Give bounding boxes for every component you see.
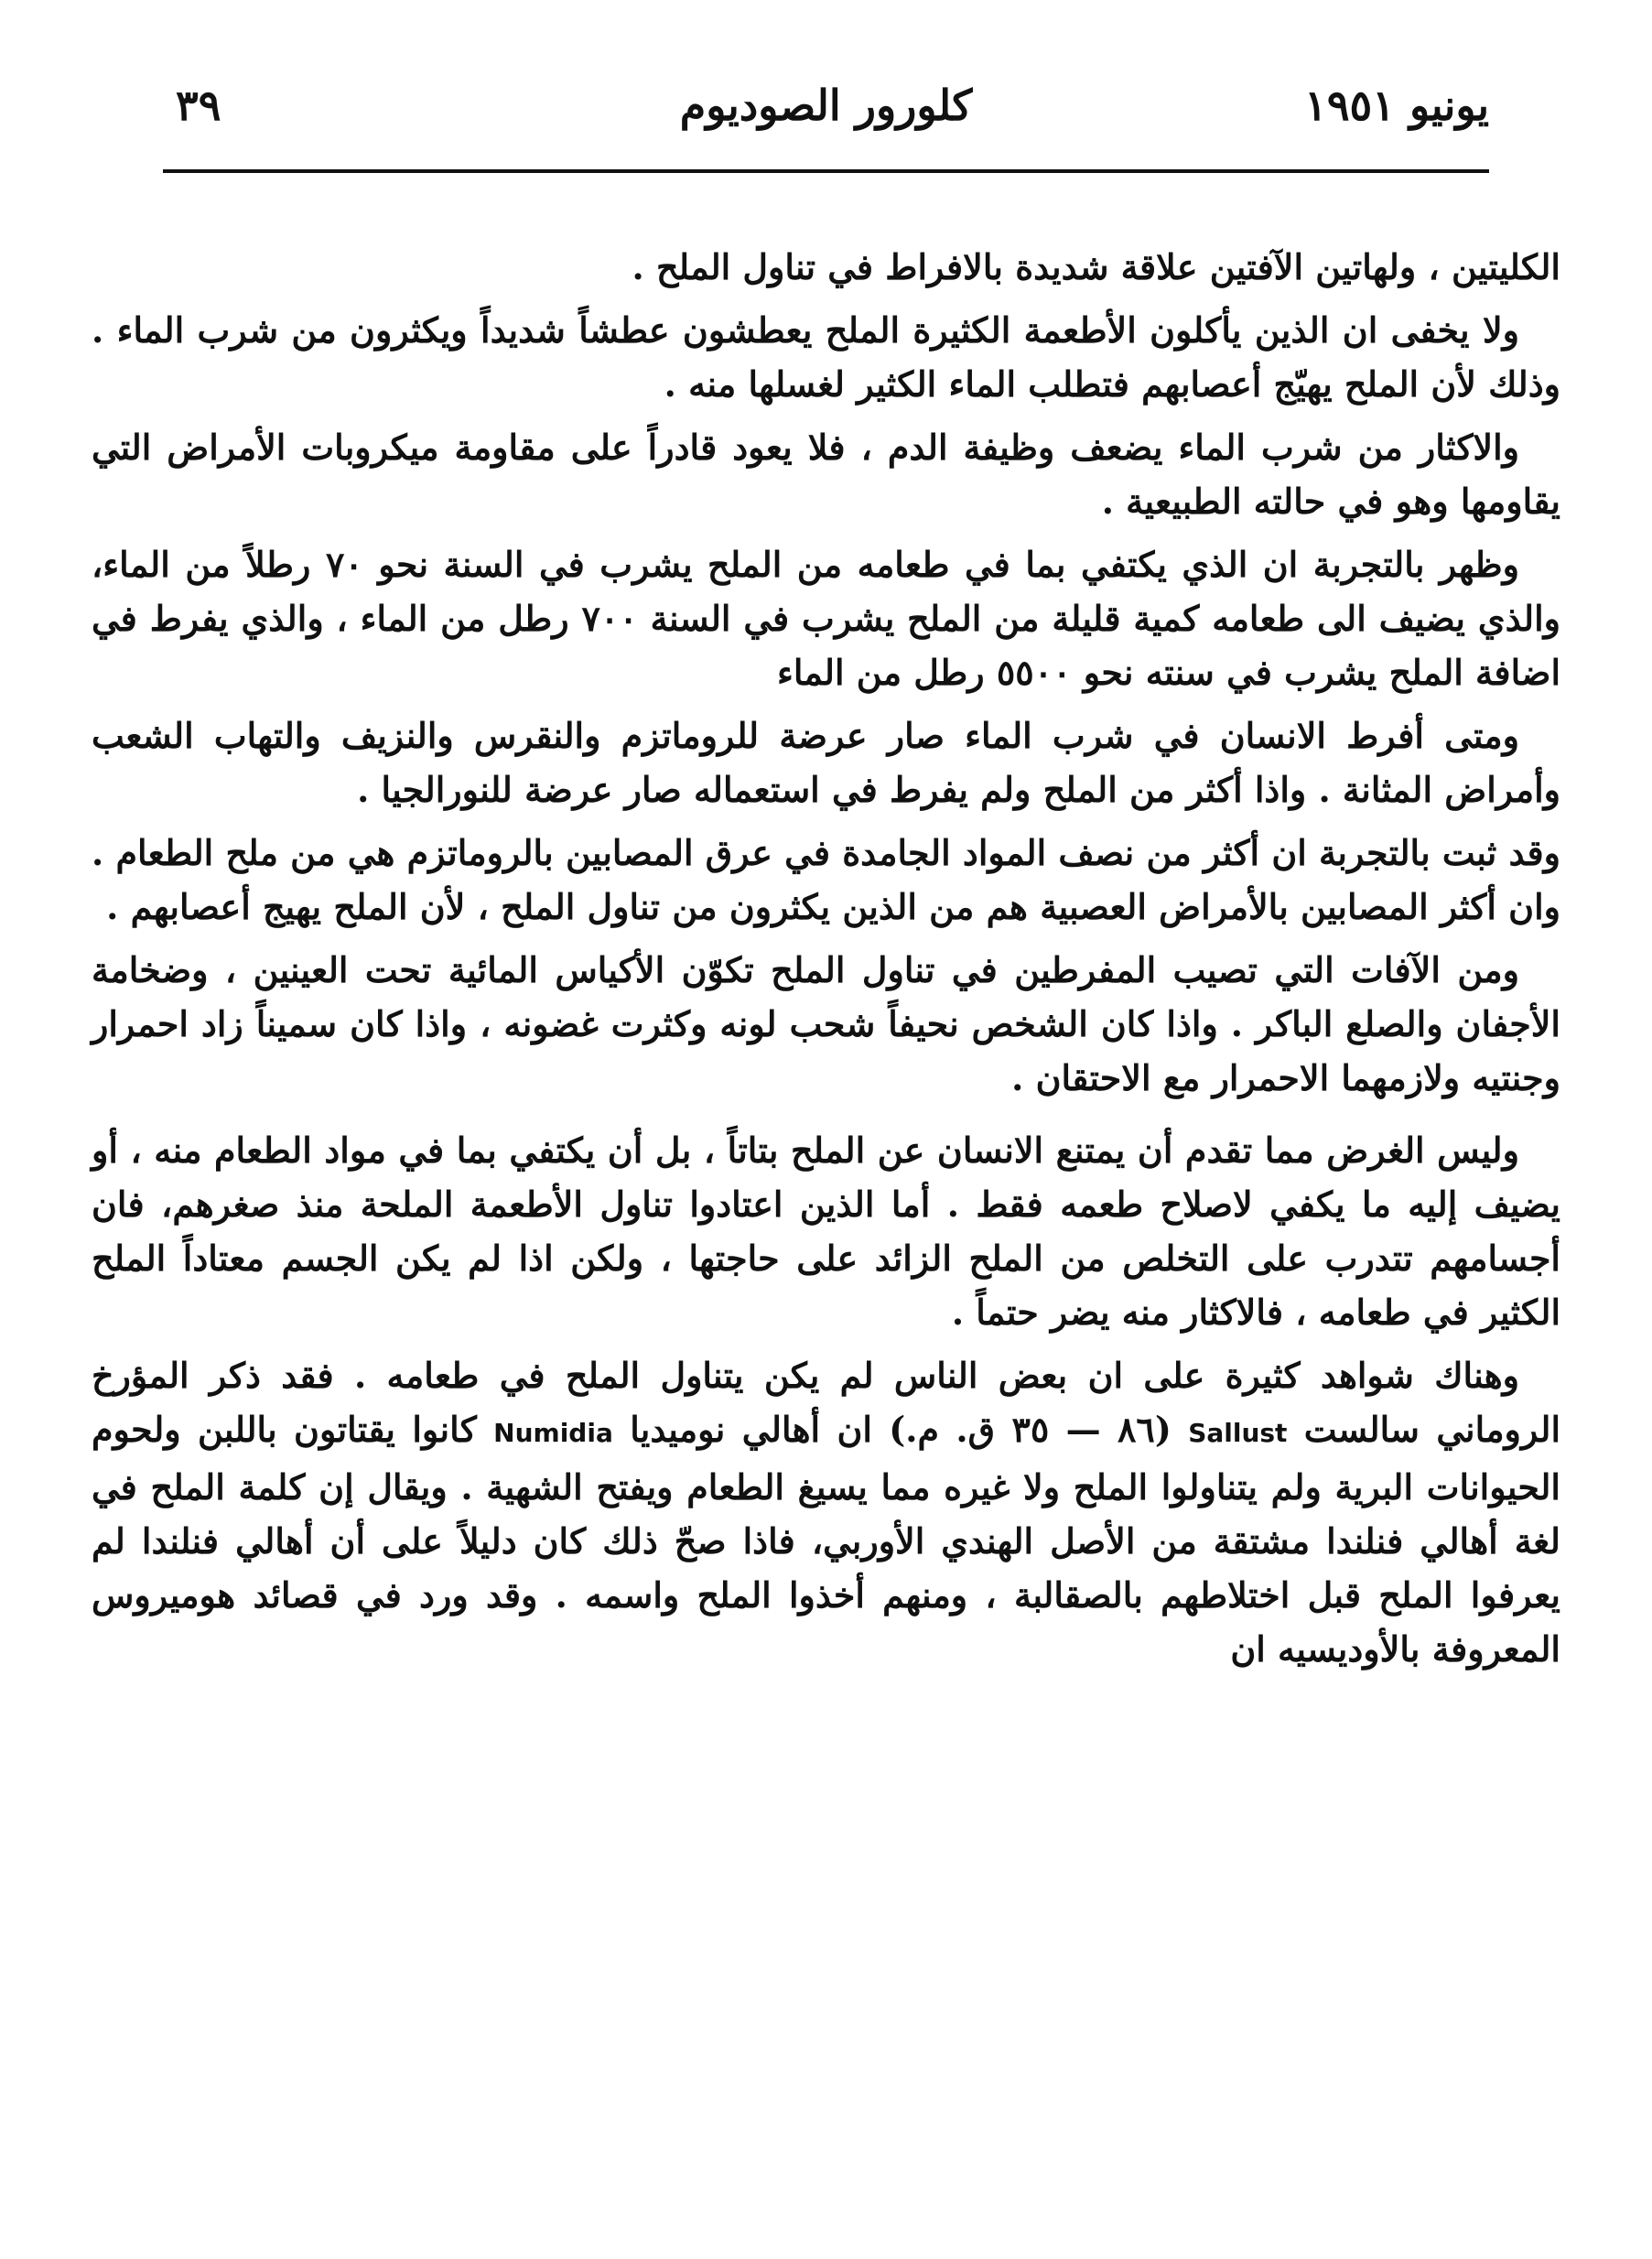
paragraph: وقد ثبت بالتجربة ان أكثر من نصف المواد الجامدة في عرق المصابين بالروماتزم هي من ملح الطعام . وان أكثر المصابين بالأمراض العصبية هم من الذين يكثرون من تناول الملح ، لأن الملح يهيج أعصابهم . [92, 832, 1560, 927]
latin-name-sallust: Sallust [1188, 1418, 1288, 1448]
paragraph: والاكثار من شرب الماء يضعف وظيفة الدم ، فلا يعود قادراً على مقاومة ميكروبات الأمراض التي يقاومها وهو في حالته الطبيعية . [92, 427, 1560, 522]
paragraph-text: (٨٦ — ٣٥ ق. م.) ان أهالي نوميديا [630, 1409, 1172, 1450]
header-title: كلورور الصوديوم [679, 81, 973, 130]
paragraph: ومتى أفرط الانسان في شرب الماء صار عرضة للروماتزم والنقرس والنزيف والتهاب الشعب وأمراض المثانة . واذا أكثر من الملح ولم يفرط في استعماله صار عرضة للنورالجيا . [92, 715, 1560, 810]
page-header [163, 64, 1489, 146]
header-rule [163, 169, 1489, 173]
paragraph: ولا يخفى ان الذين يأكلون الأطعمة الكثيرة الملح يعطشون عطشاً شديداً ويكثرون من شرب الماء . وذلك لأن الملح يهيّج أعصابهم فتطلب الماء الكثير لغسلها منه . [92, 309, 1560, 405]
paragraph: وليس الغرض مما تقدم أن يمتنع الانسان عن الملح بتاتاً ، بل أن يكتفي بما في مواد الطعام منه ، أو يضيف إليه ما يكفي لاصلاح طعمه فقط . أما الذين اعتادوا تناول الأطعمة الملحة منذ صغرهم، فان أجسامهم تتدرب على التخلص من الملح الزائد على حاجتها ، ولكن اذا لم يكن الجسم معتاداً الملح الكثير في طعامه ، فالاكثار منه يضر حتماً . [92, 1130, 1560, 1333]
paragraph-text: وهناك شواهد كثيرة على ان بعض الناس لم يكن يتناول الملح في طعامه . فقد ذكر المؤرخ الروماني سالست [92, 1355, 1560, 1450]
article-body [92, 240, 1560, 1685]
paragraph-text: كانوا يقتاتون باللبن ولحوم الحيوانات البرية ولم يتناولوا الملح ولا غيره مما يسيغ الطعام ويفتح الشهية . ويقال إن كلمة الملح في لغة أهالي فنلندا مشتقة من الأصل الهندي الأوربي، فاذا صحّ ذلك كان دليلاً على أن أهالي فنلندا لم يعرفوا الملح قبل اختلاطهم بالصقالبة ، ومنهم أخذوا الملح واسمه . وقد ورد في قصائد هوميروس المعروفة بالأوديسيه ان [92, 1409, 1560, 1670]
paragraph: ومن الآفات التي تصيب المفرطين في تناول الملح تكوّن الأكياس المائية تحت العينين ، وضخامة الأجفان والصلع الباكر . واذا كان الشخص نحيفاً شحب لونه وكثرت غضونه ، واذا كان سميناً زاد احمرار وجنتيه ولازمهما الاحمرار مع الاحتقان . [92, 949, 1560, 1098]
page-number: ٣٩ [176, 81, 221, 130]
paragraph-last [92, 1348, 1560, 1676]
latin-name-numidia: Numidia [493, 1418, 613, 1448]
paragraph: الكليتين ، ولهاتين الآفتين علاقة شديدة بالافراط في تناول الملح . [632, 246, 1560, 287]
header-date: يونيو ١٩٥١ [1304, 81, 1489, 130]
paragraph: وظهر بالتجربة ان الذي يكتفي بما في طعامه من الملح يشرب في السنة نحو ٧٠ رطلاً من الماء، والذي يضيف الى طعامه كمية قليلة من الملح يشرب في السنة ٧٠٠ رطل من الماء ، والذي يفرط في اضافة الملح يشرب في سنته نحو ٥٥٠٠ رطل من الماء [92, 544, 1561, 693]
